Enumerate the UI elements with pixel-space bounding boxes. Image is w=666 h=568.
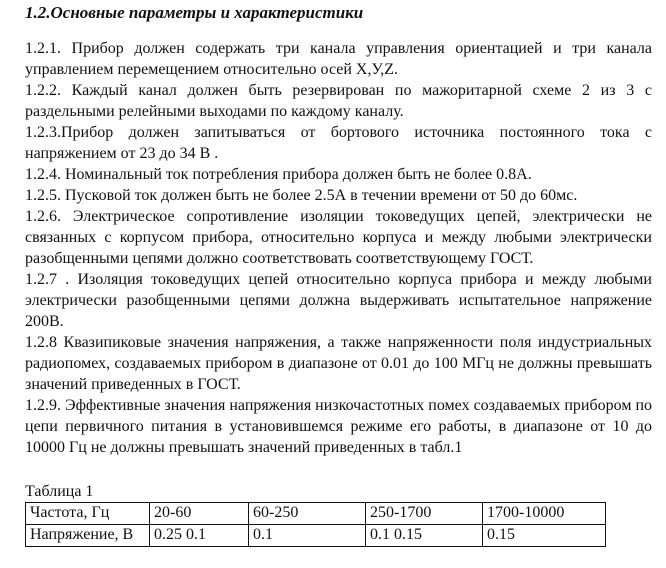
paragraph-1-2-7: 1.2.7 . Изоляция токоведущих цепей относительно корпуса прибора и между любыми электрически разобщенными цепями должна выдерживать испытательное напряжение 200В. <box>25 271 652 330</box>
paragraph-1-2-9: 1.2.9. Эффективные значения напряжения низкочастотных помех создаваемых прибором по цепи первичного питания в установившемся режиме его работы, в диапазоне от 10 до 10000 Гц не должны превышать значений приведенных в табл.1 <box>25 397 653 456</box>
section-title: 1.2.Основные параметры и характеристики <box>25 3 364 22</box>
document-body <box>25 38 652 458</box>
paragraph-1-2-3: 1.2.3.Прибор должен запитываться от бортового источника постоянного тока с напряжением от 23 до 34 В . <box>25 124 652 162</box>
table-caption: Таблица 1 <box>25 483 94 500</box>
data-table <box>25 502 606 547</box>
table-cell: 0.1 0.15 <box>366 525 483 547</box>
paragraph-1-2-5: 1.2.5. Пусковой ток должен быть не более 2.5А в течении времени от 50 до 60мс. <box>25 187 578 204</box>
table-cell: 20-60 <box>150 503 249 525</box>
paragraph-1-2-6: 1.2.6. Электрическое сопротивление изоляции токоведущих цепей, электрически не связанных с корпусом прибора, относительно корпуса и между любыми электрически разобщенными цепями должно соответствовать соответствующему ГОСТ. <box>25 208 652 267</box>
table-cell: 0.15 <box>483 525 606 547</box>
table-row <box>26 503 606 525</box>
paragraph-1-2-8: 1.2.8 Квазипиковые значения напряжения, а также напряженности поля индустриальных радиопомех, создаваемых прибором в диапазоне от 0.01 до 100 МГц не должны превышать значений приведенных в ГОСТ. <box>25 334 652 393</box>
table-cell: 1700-10000 <box>483 503 606 525</box>
table-cell: Напряжение, В <box>26 525 150 547</box>
paragraph-1-2-1: 1.2.1. Прибор должен содержать три канала управления ориентацией и три канала управлением перемещением относительно осей X,У,Z. <box>25 40 652 78</box>
table-cell: 250-1700 <box>366 503 483 525</box>
paragraph-1-2-4: 1.2.4. Номинальный ток потребления прибора должен быть не более 0.8А. <box>25 166 532 183</box>
table-cell: Частота, Гц <box>26 503 150 525</box>
table-cell: 60-250 <box>249 503 366 525</box>
paragraph-1-2-2: 1.2.2. Каждый канал должен быть резервирован по мажоритарной схеме 2 из 3 с раздельными релейными выходами по каждому каналу. <box>25 82 652 120</box>
table-row <box>26 525 606 547</box>
table-cell: 0.1 <box>249 525 366 547</box>
table-cell: 0.25 0.1 <box>150 525 249 547</box>
